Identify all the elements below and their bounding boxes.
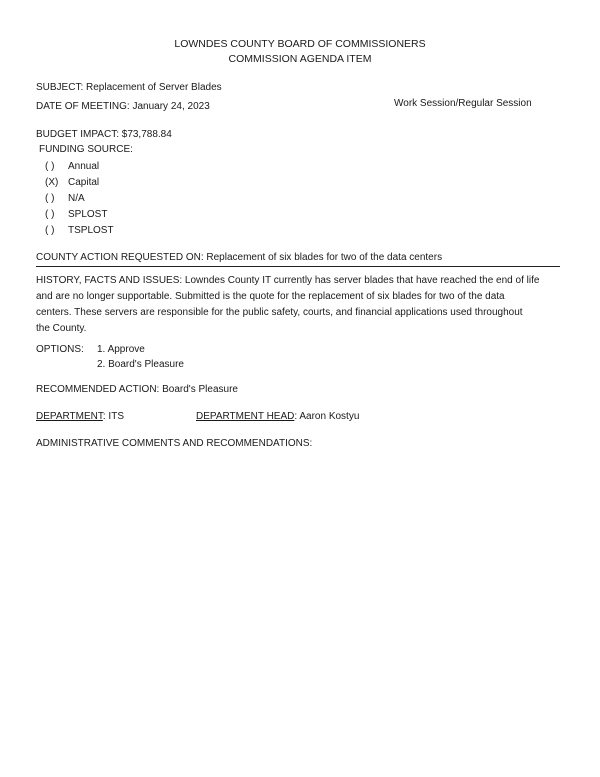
funding-option-mark: (X) xyxy=(45,177,59,188)
department-head-label: DEPARTMENT HEAD xyxy=(196,411,295,422)
option-item: 2. Board's Pleasure xyxy=(97,359,184,370)
funding-option-mark: ( ) xyxy=(45,225,55,236)
option-item: 1. Approve xyxy=(97,344,145,355)
session-type: Work Session/Regular Session xyxy=(394,98,532,109)
history-line: centers. These servers are responsible for the public safety, courts, and financial applications used throughout xyxy=(36,307,523,318)
options-label: OPTIONS: xyxy=(36,344,84,355)
funding-option-label: Annual xyxy=(68,161,100,172)
department-label: DEPARTMENT xyxy=(36,411,103,422)
funding-option-mark: ( ) xyxy=(45,193,55,204)
funding-option-mark: ( ) xyxy=(45,161,55,172)
funding-option-label: Capital xyxy=(68,177,100,188)
department-head xyxy=(196,411,359,423)
history-line: HISTORY, FACTS AND ISSUES: Lowndes County IT currently has server blades that have reached the end of life xyxy=(36,275,540,286)
funding-option-label: N/A xyxy=(68,193,85,204)
date-of-meeting: DATE OF MEETING: January 24, 2023 xyxy=(36,101,210,112)
recommended-action: RECOMMENDED ACTION: Board's Pleasure xyxy=(36,384,238,395)
header-title: LOWNDES COUNTY BOARD OF COMMISSIONERS xyxy=(174,38,426,50)
history-line: and are no longer supportable. Submitted is the quote for the replacement of six blades for two of the data xyxy=(36,291,505,302)
funding-option-label: SPLOST xyxy=(68,209,108,220)
department xyxy=(36,411,124,423)
funding-option-mark: ( ) xyxy=(45,209,55,220)
administrative-comments: ADMINISTRATIVE COMMENTS AND RECOMMENDATIONS: xyxy=(36,438,313,449)
department-head-value: : Aaron Kostyu xyxy=(294,411,360,422)
section-divider xyxy=(36,266,560,267)
funding-source-label: FUNDING SOURCE: xyxy=(39,144,133,155)
department-value: : ITS xyxy=(102,411,124,422)
funding-option-label: TSPLOST xyxy=(68,225,114,236)
county-action-requested: COUNTY ACTION REQUESTED ON: Replacement of six blades for two of the data centers xyxy=(36,252,443,263)
header-subtitle: COMMISSION AGENDA ITEM xyxy=(228,53,372,65)
budget-impact: BUDGET IMPACT: $73,788.84 xyxy=(36,129,172,140)
history-line: the County. xyxy=(36,323,87,334)
subject: SUBJECT: Replacement of Server Blades xyxy=(36,82,222,93)
